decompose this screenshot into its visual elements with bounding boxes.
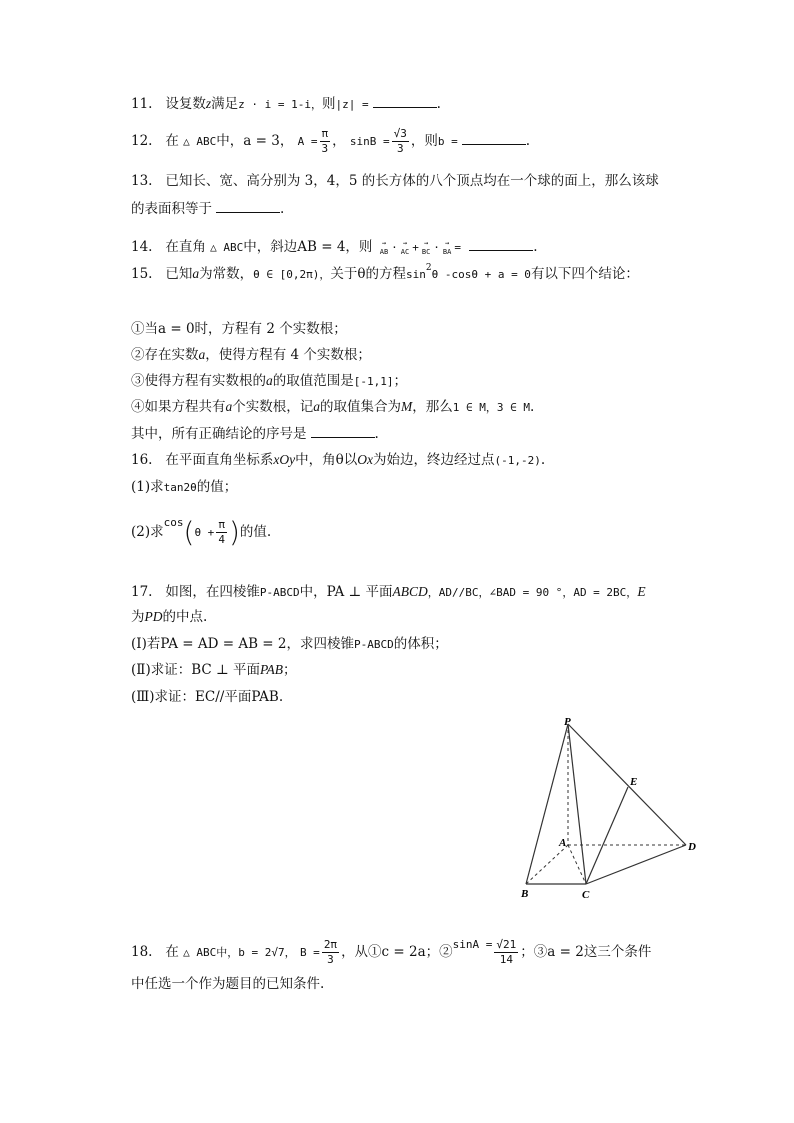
vector-bc: → BC	[421, 238, 431, 256]
vector-ac: → AC	[400, 238, 410, 256]
fraction-pi-3: $\frac{\pi}{3}$	[321, 127, 329, 155]
label-P: P	[564, 716, 571, 728]
q17-line1: 17. 如图，在四棱锥P-ABCD中，PA ⊥ 平面ABCD，AD//BC，∠BAD = 90 °，AD = 2BC，E	[131, 584, 646, 600]
q15-line: 15. 已知a为常数，θ ∈ [0,2π)，关于θ的方程$\sin^2\theta$ -cosθ + a = 0有以下四个结论：	[131, 263, 639, 282]
q11-answer-blank	[373, 95, 437, 108]
q14-answer-blank	[469, 238, 533, 251]
q13-line1: 13. 已知长、宽、高分别为 3，4，5 的长方体的八个顶点均在一个球的面上，那么该球	[131, 173, 659, 189]
q15-answer-blank	[311, 425, 375, 438]
fraction-2pi-3: $\frac{2\pi}{3}$	[323, 938, 338, 966]
fraction-pi-4: $\frac{\pi}{4}$	[218, 518, 225, 546]
q16-part2: (2)求$^{cos}$(θ + $\frac{\pi}{4}$ )的值.	[131, 515, 272, 549]
q17-line2: 为PD的中点.	[131, 609, 208, 625]
q13-answer-blank	[216, 200, 280, 213]
q11-number: 11.	[131, 96, 153, 112]
vector-ba: → BA	[442, 238, 452, 256]
q16-part1: (1)求tan2θ的值；	[131, 479, 238, 495]
q18-line2: 中任选一个作为题目的已知条件.	[131, 976, 325, 992]
edge-PC	[568, 724, 586, 884]
q15-tail: 其中，所有正确结论的序号是 .	[131, 426, 379, 442]
label-E: E	[630, 776, 638, 788]
pyramid-figure	[510, 712, 710, 902]
label-D: D	[688, 841, 696, 853]
q15-conclusion-3: ③使得方程有实数根的a的取值范围是[-1,1]；	[131, 373, 407, 389]
label-B: B	[521, 888, 529, 900]
edge-AB	[526, 845, 568, 884]
q17-part1: (Ⅰ)若PA = AD = AB = 2，求四棱锥P-ABCD的体积；	[131, 636, 448, 652]
q13-line2: 的表面积等于 .	[131, 201, 285, 217]
q12-answer-blank	[462, 132, 526, 145]
q17-part3: (Ⅲ)求证：EC//平面PAB.	[131, 689, 284, 705]
q15-conclusion-4: ④如果方程共有a个实数根，记a的取值集合为M，那么1 ∈ M，3 ∈ M.	[131, 399, 535, 415]
q15-conclusion-1: ①当a = 0时，方程有 2 个实数根；	[131, 321, 347, 337]
q12-line: 12. 在 △ ABC中，a = 3， A = $\frac{\pi}{3}$ ， sinB = $\frac{√3}{3}$ ，则b = .	[131, 127, 531, 155]
q15-conclusion-2: ②存在实数a，使得方程有 4 个实数根；	[131, 347, 371, 363]
q14-line: 14. 在直角 △ ABC中，斜边AB = 4，则 → AB · → AC + → BC · → BA = .	[131, 238, 538, 256]
q16-line: 16. 在平面直角坐标系xOy中，角θ以Ox为始边，终边经过点(-1,-2).	[131, 452, 546, 468]
q18-line1: 18. 在 △ ABC中，b = 2√7， B = $\frac{2\pi}{3}$ ，从①c = 2a；②$^{sinA =}$ $\frac{√21}{14}$ ；③a = 2这三个条件	[131, 938, 652, 966]
label-A: A	[559, 837, 567, 849]
vector-ab: → AB	[379, 238, 389, 256]
edge-PB	[526, 724, 568, 884]
fraction-root3-3: $\frac{√3}{3}$	[393, 127, 407, 155]
fraction-root21-14: $\frac{√21}{14}$	[496, 938, 517, 966]
label-C: C	[582, 889, 590, 901]
edge-PD	[568, 724, 686, 845]
q17-part2: (Ⅱ)求证：BC ⊥ 平面PAB；	[131, 662, 297, 678]
q11-line: 11. 设复数z满足z · i = 1-i，则|z| = .	[131, 96, 441, 112]
